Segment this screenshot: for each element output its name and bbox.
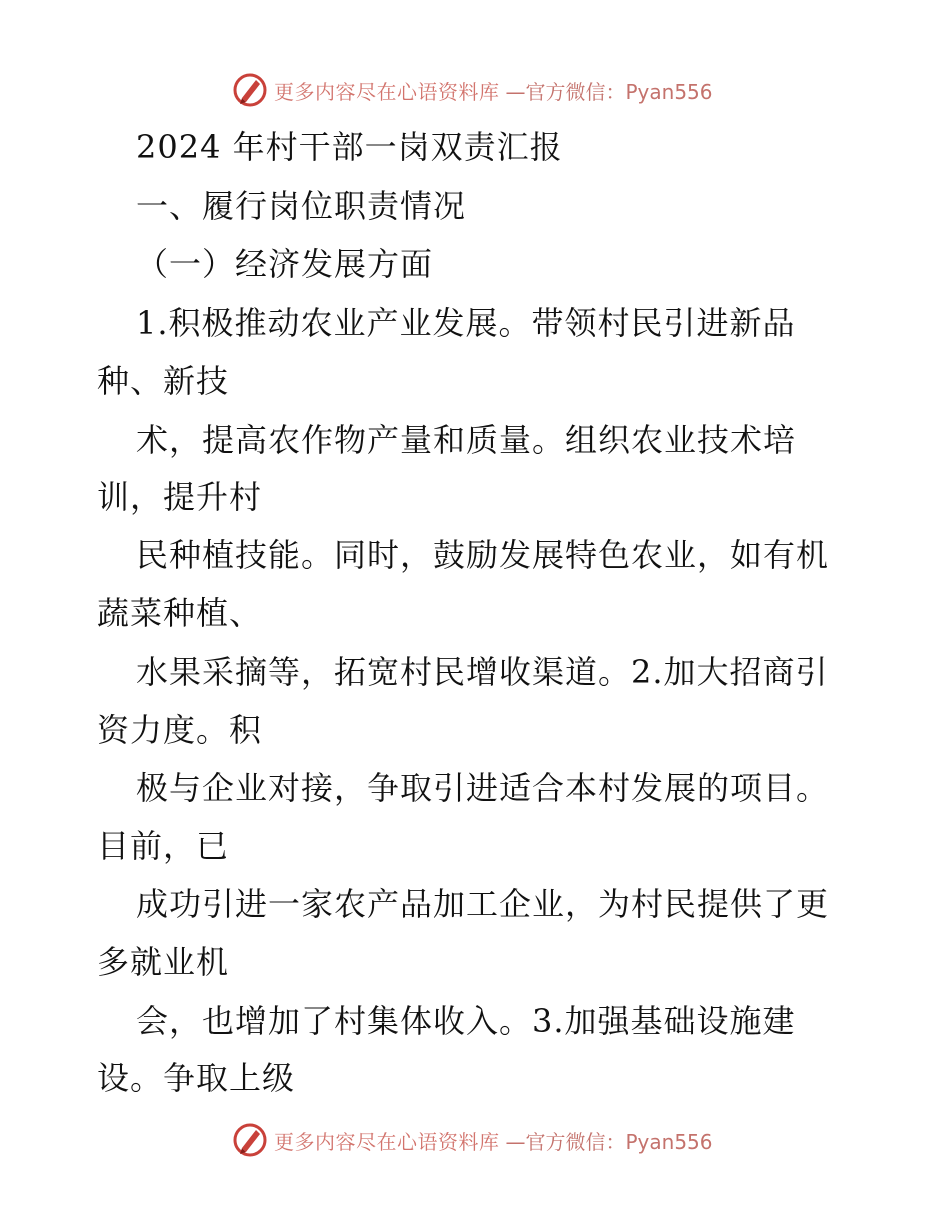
- watermark-header: [232, 70, 713, 110]
- paragraph-line: 民种植技能。同时，鼓励发展特色农业，如有机: [136, 536, 830, 574]
- paragraph-line: 1.积极推动农业产业发展。带领村民引进新品: [136, 304, 796, 342]
- watermark-sub-text: —官方微信：Pyan556: [505, 1129, 713, 1154]
- paragraph-line: 水果采摘等，拓宽村民增收渠道。2.加大招商引: [136, 653, 829, 691]
- section-heading: 一、履行岗位职责情况: [136, 187, 467, 225]
- paragraph-line: 训，提升村: [97, 478, 263, 516]
- paragraph-line: 多就业机: [97, 943, 230, 981]
- paragraph-line: 会，也增加了村集体收入。3.加强基础设施建: [136, 1002, 796, 1040]
- paragraph-line: 设。争取上级: [97, 1059, 296, 1097]
- watermark-sub-text: —官方微信：Pyan556: [505, 79, 713, 104]
- paragraph-line: 术，提高农作物产量和质量。组织农业技术培: [136, 421, 797, 459]
- pen-logo-icon: [232, 72, 268, 108]
- paragraph-line: 目前，已: [97, 827, 230, 865]
- paragraph-line: 成功引进一家农产品加工企业，为村民提供了更: [136, 885, 830, 923]
- subsection-heading: （一）经济发展方面: [136, 245, 434, 283]
- document-title: 2024 年村干部一岗双责汇报: [136, 128, 563, 166]
- paragraph-line: 资力度。积: [97, 711, 263, 749]
- watermark-main-text: 更多内容尽在心语资料库: [274, 1129, 500, 1154]
- paragraph-line: 蔬菜种植、: [97, 594, 263, 632]
- watermark-main-text: 更多内容尽在心语资料库: [274, 79, 500, 104]
- watermark-footer: [232, 1120, 713, 1160]
- paragraph-line: 极与企业对接，争取引进适合本村发展的项目。: [136, 769, 830, 807]
- pen-logo-icon: [232, 1122, 268, 1158]
- paragraph-line: 种、新技: [97, 362, 230, 400]
